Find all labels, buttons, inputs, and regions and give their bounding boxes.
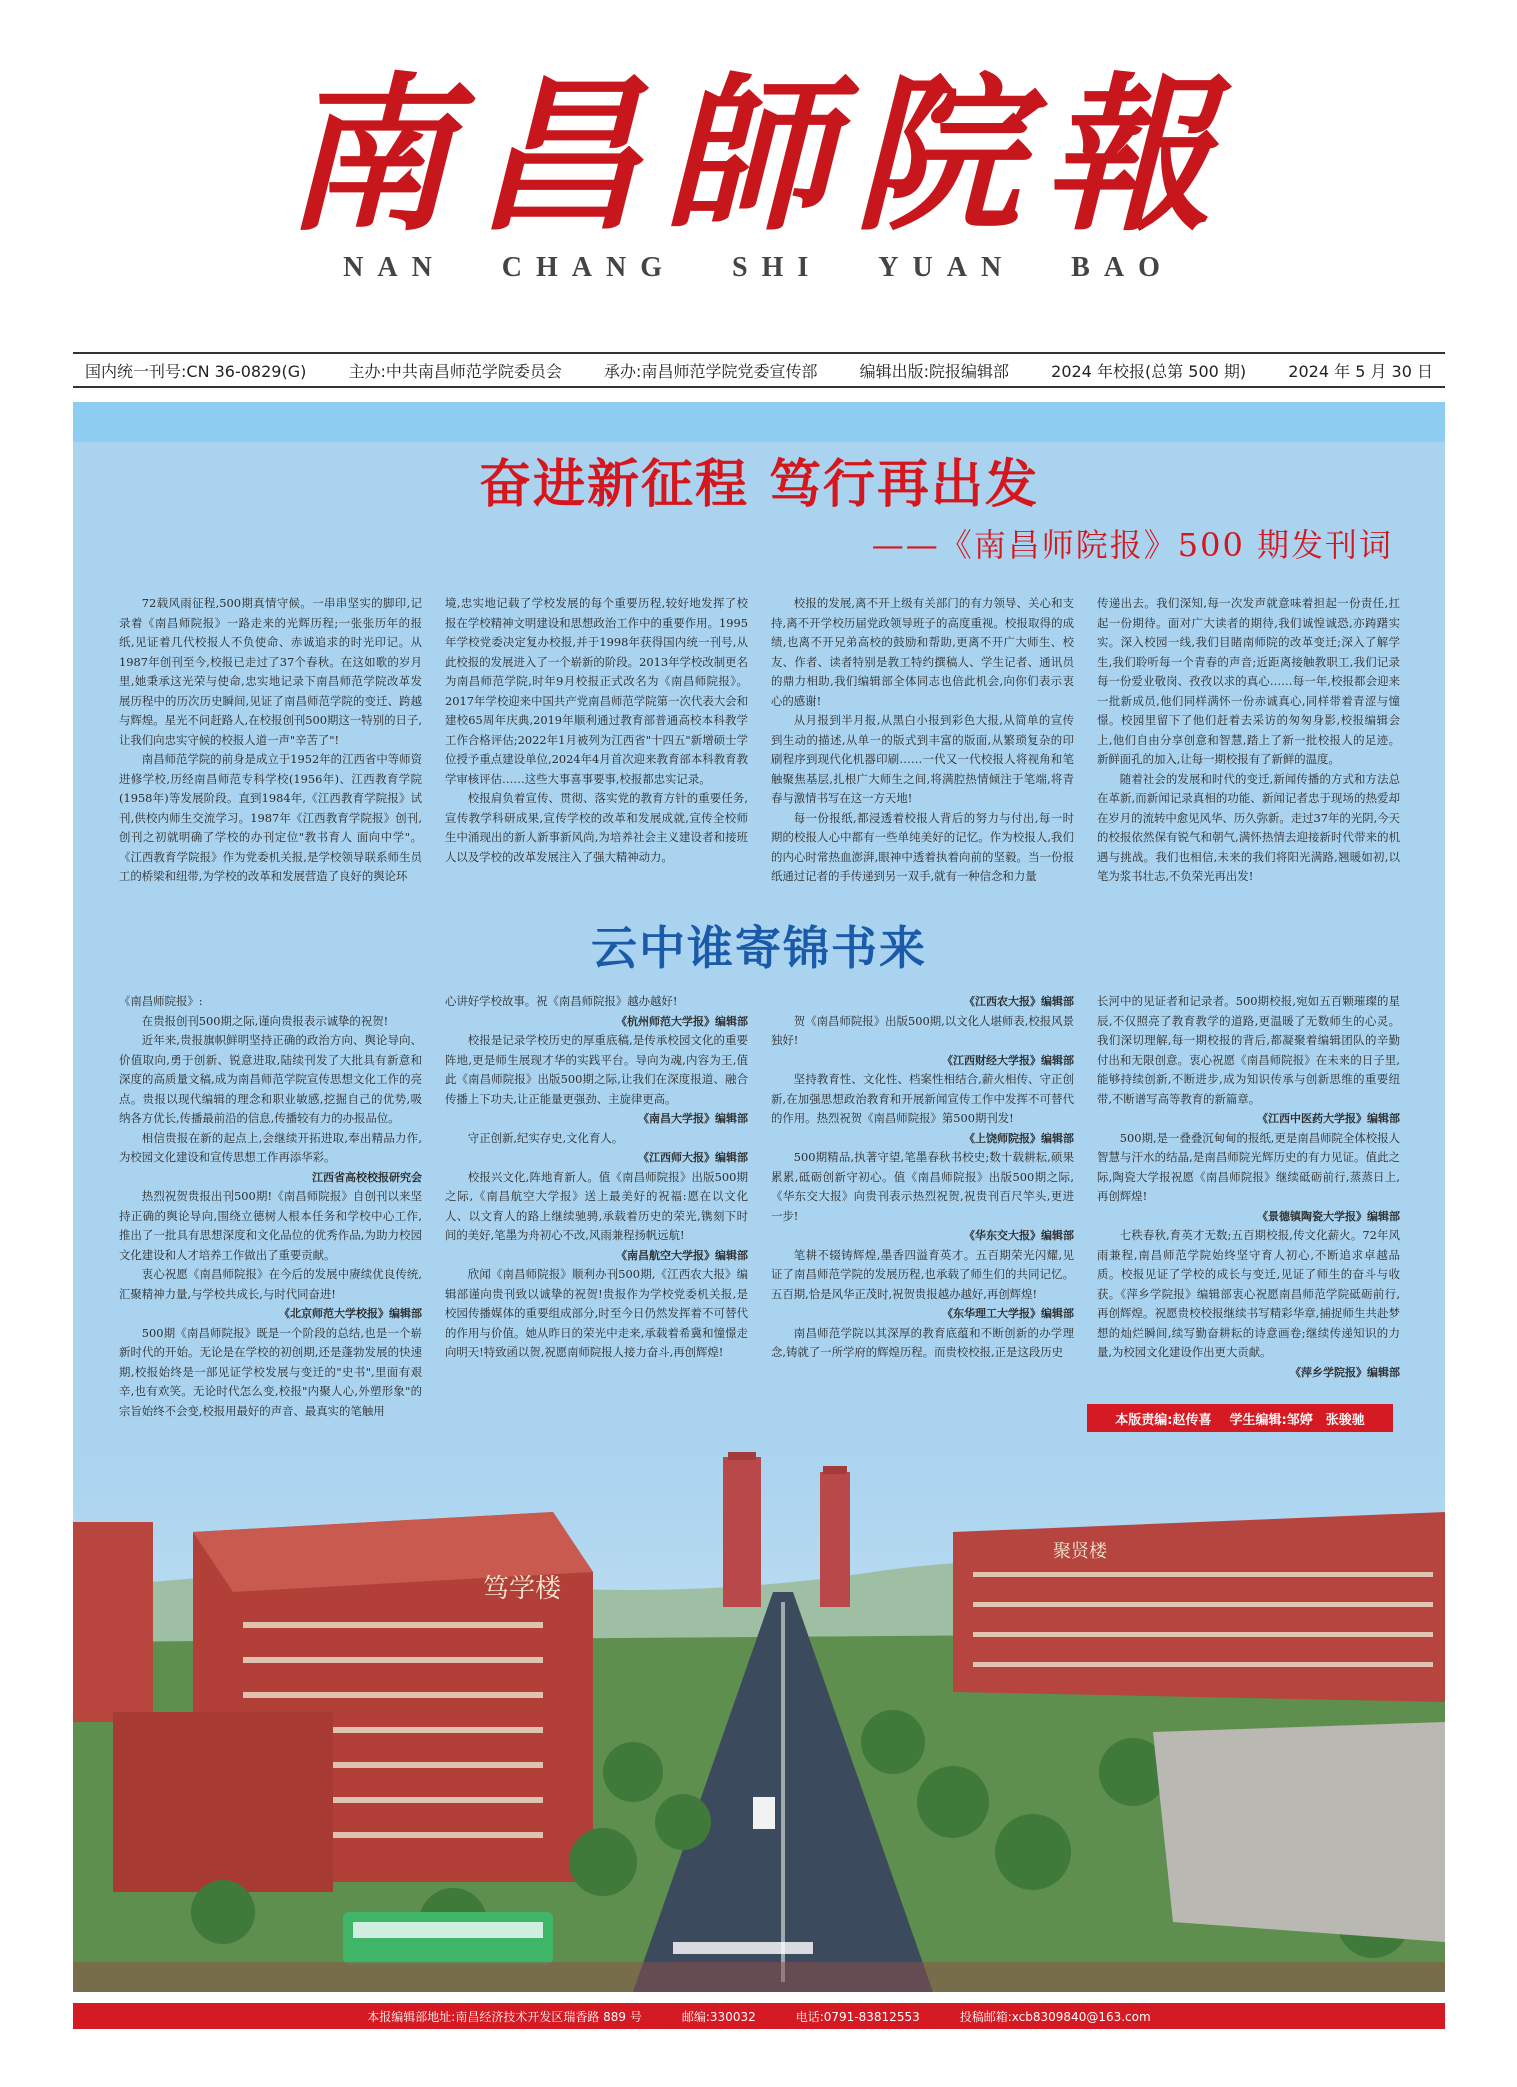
letter-signature: 《景德镇陶瓷大学报》编辑部: [1257, 1209, 1400, 1223]
page-editor: 本版责编:赵传喜: [1115, 1412, 1212, 1428]
letter-signature: 《江西财经大学报》编辑部: [942, 1053, 1074, 1067]
publisher: 编辑出版:院报编辑部: [859, 361, 1009, 381]
building-sign-left: 笃学楼: [483, 1574, 562, 1604]
footer-email: 投稿邮箱:xcb8309840@163.com: [959, 2009, 1151, 2024]
letter-signature: 《江西农大报》编辑部: [964, 995, 1074, 1008]
letter-text: 近年来,贵报旗帜鲜明坚持正确的政治方向、舆论导向、价值取向,勇于创新、锐意进取,陆续刊发了大批具有新意和深度的高质量文稿,成为南昌师范学院宣传思想文化工作的亮点。贵报以现代编辑的理念和职业敏感,挖掘自己的优势,吸纳各方优长,传播最前沿的信息,传播较有力的办报品位。: [119, 1033, 422, 1125]
building-left-lower: [113, 1712, 333, 1892]
footer-bar: [73, 2003, 1445, 2029]
letter-text: 长河中的见证者和记录者。500期校报,宛如五百颗璀璨的星辰,不仅照亮了教育教学的道路,更温暖了无数师生的心灵。我们深切理解,每一期校报的背后,都凝聚着编辑团队的辛勤付出和无限创意。衷心祝愿《南昌师院报》在未来的日子里,能够持续创新,不断进步,成为知识传承与创新思维的重要纽带,不断谱写高等教育的新篇章。: [1097, 994, 1400, 1106]
newspaper-title-pinyin: [0, 252, 1517, 284]
section-title: 云中谁寄锦书来: [591, 921, 927, 975]
letter-text: 坚持教育性、文化性、档案性相结合,薪火相传、守正创新,在加强思想政治教育和开展新闻宣传工作中发挥不可替代的作用。热烈祝贺《南昌师院报》第500期刊发!: [771, 1072, 1074, 1125]
letter-text: 在贵报创刊500期之际,谨向贵报表示诚挚的祝贺!: [141, 1013, 389, 1028]
article-paragraph: 校报肩负着宣传、贯彻、落实党的教育方针的重要任务,宣传教学科研成果,宣传学校的改革和发展成就,宣传全校师生中涌现出的新人新事新风尚,为培养社会主义建设者和接班人以及学校的改革发展注入了强大精神动力。: [445, 791, 748, 864]
building-sign-right: 聚贤楼: [1053, 1541, 1107, 1562]
publication-info-bar: [73, 352, 1445, 388]
tower-right: [820, 1472, 850, 1607]
letter-text: 笔耕不辍铸辉煌,墨香四溢育英才。五百期荣光闪耀,见证了南昌师范学院的发展历程,也承载了师生们的共同记忆。五百期,恰是风华正茂时,祝贺贵报越办越好,再创辉煌!: [771, 1247, 1074, 1301]
letter-signature: 《南昌大学报》编辑部: [638, 1112, 748, 1125]
article-column-4: [1097, 594, 1400, 899]
issue-number: 2024 年校报(总第 500 期): [1051, 361, 1247, 381]
footer-address: 本报编辑部地址:南昌经济技术开发区瑞香路 889 号: [367, 2009, 642, 2024]
letter-signature: 《北京师范大学校报》编辑部: [279, 1307, 422, 1320]
letter-text: 校报是记录学校历史的厚重底稿,是传承校园文化的重要阵地,更是师生展现才华的实践平台。导向为魂,内容为王,值此《南昌师院报》出版500期之际,让我们在深度报道、融合传播上下功夫,让正能量更强劲、主旋律更高。: [445, 1033, 748, 1106]
bus-windows: [353, 1922, 543, 1938]
footer-postcode: 邮编:330032: [681, 2009, 756, 2024]
letter-text: 贺《南昌师院报》出版500期,以文化人堪师表,校报风景独好!: [771, 1013, 1074, 1047]
tower-right-roof: [823, 1466, 847, 1474]
letter-signature: 《华东交大报》编辑部: [964, 1229, 1074, 1242]
main-panel: [73, 402, 1445, 1992]
article-paragraph: 校报的发展,离不开上级有关部门的有力领导、关心和支持,离不开学校历届党政领导班子的高度重视。校报取得的成绩,也离不开兄弟高校的鼓励和帮助,更离不开广大师生、校友、作者、读者特别是教工特约撰稿人、学生记者、通讯员的鼎力相助,我们编辑部全体同志也倍此机会,向你们表示衷心的感谢!: [771, 596, 1074, 708]
letter-signature: 《杭州师范大学报》编辑部: [616, 1014, 748, 1028]
article-paragraph: 境,忠实地记载了学校发展的每个重要历程,较好地发挥了校报在学校精神文明建设和思想政治工作中的重要作用。1995年学校党委决定复办校报,并于1998年获得国内统一刊号,从此校报的发展进入了一个崭新的阶段。2013年学校改制更名为南昌师范学院,时年9月校报正式改名为《南昌师院报》。2017年学校迎来中国共产党南昌师范学院第一次代表大会和建校65周年庆典,2019年顺利通过教育部普通高校本科教学工作合格评估;2022年1月被列为江西省"十四五"新增硕士学位授予重点建设单位,2024年4月首次迎来教育部本科教育教学审核评估……这些大事喜事要事,校报都忠实记录。: [445, 596, 748, 786]
sponsor: 主办:中共南昌师范学院委员会: [348, 361, 562, 381]
panel-top-band: [73, 402, 1445, 442]
article-column-2: [445, 594, 748, 899]
letter-text: 《南昌师院报》:: [119, 994, 203, 1008]
tower-left: [723, 1457, 761, 1607]
campus-aerial-photo: [73, 1442, 1445, 1992]
letter-signature: 《上饶师院报》编辑部: [964, 1131, 1074, 1145]
letter-signature: 《萍乡学院报》编辑部: [1290, 1365, 1400, 1379]
pinyin-word: BAO: [1071, 252, 1174, 283]
organizer: 承办:南昌师范学院党委宣传部: [604, 361, 818, 381]
letter-text: 欣闻《南昌师院报》顺利办刊500期,《江西农大报》编辑部谨向贵刊致以诚挚的祝贺!贵报作为学校党委机关报,是校园传播媒体的重要组成部分,时至今日仍然发挥着不可替代的作用与价值。她从昨日的荣光中走来,承载着希冀和憧憬走向明天!特致函以贺,祝愿南师院报人接力奋斗,再创辉煌!: [445, 1267, 748, 1359]
article-column-1: [119, 594, 422, 899]
pinyin-word: NAN: [343, 252, 446, 283]
editors-credit-box: [1087, 1404, 1393, 1432]
plaza: [1153, 1722, 1445, 1942]
crosswalk: [673, 1942, 813, 1954]
article-paragraph: 每一份报纸,都浸透着校报人背后的努力与付出,每一时期的校报人心中都有一些单纯美好的记忆。作为校报人,我们的内心时常热血澎湃,眼神中透着执着向前的坚毅。当一份报纸通过记者的手传递到另一双手,就有一种信念和力量: [771, 810, 1074, 883]
letter-text: 七秩春秋,育英才无数;五百期校报,传文化薪火。72年风雨兼程,南昌师范学院始终坚守育人初心,不断追求卓越品质。校报见证了学校的成长与变迁,见证了师生的奋斗与收获。《萍乡学院报》编辑部衷心祝愿南昌师范学院砥砺前行,再创辉煌。祝愿贵校校报继续书写精彩华章,捕捉师生共赴梦想的灿烂瞬间,续写勤奋耕耘的诗意画卷;继续传递知识的力量,为校园文化建设作出更大贡献。: [1097, 1228, 1400, 1359]
letter-text: 500期《南昌师院报》既是一个阶段的总结,也是一个崭新时代的开始。无论是在学校的初创期,还是蓬勃发展的快速期,校报始终是一部见证学校发展与变迁的"史书",里面有艰辛,也有欢笑。无论时代怎么变,校报"内聚人心,外塑形象"的宗旨始终不会变,校报用最好的声音、最真实的笔触用: [119, 1325, 422, 1418]
article-paragraph: 从月报到半月报,从黑白小报到彩色大报,从简单的宣传到生动的描述,从单一的版式到丰富的版面,从繁琐复杂的印刷程序到现代化机器印刷……一代又一代校报人将视角和笔触聚焦基层,扎根广大师生之间,将满腔热情倾注于笔端,将青春与激情书写在这一方天地!: [771, 713, 1074, 805]
letter-text: 500期精品,执著守望,笔墨春秋书校史;数十载耕耘,硕果累累,砥砺创新守初心。值《南昌师院报》出版500期之际,《华东交大报》向贵刊表示热烈祝贺,祝贵刊百尺竿头,更进一步!: [771, 1150, 1074, 1223]
building-far-left: [73, 1522, 153, 1722]
letters-column-2: [445, 992, 748, 1442]
letter-signature: 《江西师大报》编辑部: [638, 1151, 748, 1164]
letter-signature: 《江西中医药大学报》编辑部: [1257, 1112, 1400, 1125]
foreground-path: [73, 1962, 1445, 1992]
issue-date: 2024 年 5 月 30 日: [1288, 361, 1433, 381]
article-paragraph: 72载风雨征程,500期真情守候。一串串坚实的脚印,记录着《南昌师院报》一路走来的光辉历程;一张张历年的报纸,见证着几代校报人不负使命、赤诚追求的时光印记。从1987年创刊至今,校报已走过了37个春秋。在这如歌的岁月里,她秉承这光荣与使命,忠实地记录下南昌师范学院改革发展历程中的历次历史瞬间,见证了南昌师范学院的变迁、跨越与辉煌。星光不问赶路人,在校报创刊500期这一特别的日子,让我们向忠实守候的校报人道一声"辛苦了"!: [119, 596, 422, 747]
letters-column-4: [1097, 992, 1400, 1402]
letter-signature: 《东华理工大学报》编辑部: [942, 1307, 1074, 1320]
letter-text: 500期,是一叠叠沉甸甸的报纸,更是南昌师院全体校报人智慧与汗水的结晶,是南昌师院光辉历史的有力见证。值此之际,陶瓷大学报祝愿《南昌师院报》继续砥砺前行,蒸蒸日上,再创辉煌!: [1097, 1130, 1400, 1203]
student-editors: 学生编辑:邹婷 张骏驰: [1229, 1412, 1365, 1428]
letter-text: 守正创新,纪实存史,文化育人。: [467, 1130, 624, 1145]
letter-signature: 《南昌航空大学报》编辑部: [616, 1248, 748, 1262]
article-paragraph: 传递出去。我们深知,每一次发声就意味着担起一份责任,扛起一份期待。面对广大读者的期待,我们诚惶诚恐,亦踌躇实实。深入校园一线,我们目睹南师院的改革变迁;深入了解学生,我们聆听每一个青春的声音;近距离接触教职工,我们记录每一份爱业敬岗、孜孜以求的真心……每一年,校报都会迎来一批新成员,他们同样满怀一份赤诚真心,同样带着青涩与憧憬。校园里留下了他们赶着去采访的匆匆身影,校报编辑会上,他们自由分享创意和智慧,踏上了新一批校报人的足迹。新鲜面孔的加入,让每一期校报有了新鲜的温度。: [1097, 596, 1400, 766]
pinyin-word: YUAN: [878, 252, 1016, 283]
tower-left-roof: [728, 1452, 756, 1460]
article-column-3: [771, 594, 1074, 899]
letters-column-1: [119, 992, 422, 1442]
newspaper-title: 南昌師院報: [283, 56, 1234, 254]
article-paragraph: 南昌师范学院的前身是成立于1952年的江西省中等师资进修学校,历经南昌师范专科学校(1956年)、江西教育学院(1958年)等发展阶段。直到1984年,《江西教育学院报》试刊,供校内师生交流学习。1987年《江西教育学院报》创刊,创刊之初就明确了学校的办刊定位"教书育人 面向中学"。《江西教育学院报》作为党委机关报,是学校领导联系师生员工的桥梁和纽带,为学校的改革和发展营造了良好的舆论环: [119, 752, 422, 883]
subheadline: ——《南昌师院报》500 期发刊词: [871, 526, 1393, 564]
letter-text: 衷心祝愿《南昌师院报》在今后的发展中赓续优良传统,汇聚精神力量,与学校共成长,与时代同奋进!: [119, 1267, 422, 1301]
article-paragraph: 随着社会的发展和时代的变迁,新闻传播的方式和方法总在革新,而新闻记录真相的功能、新闻记者忠于现场的热爱却在岁月的流转中愈见风华、历久弥新。走过37年的光阴,今天的校报依然保有锐气和朝气,满怀热情去迎接新时代带来的机遇与挑战。我们也相信,未来的我们将阳光满路,翘暖如初,以笔为浆书壮志,不负荣光再出发!: [1097, 771, 1400, 883]
letter-signature: 江西省高校校报研究会: [312, 1170, 422, 1184]
letter-text: 南昌师范学院以其深厚的教育底蕴和不断创新的办学理念,铸就了一所学府的辉煌历程。而贵校校报,正是这段历史: [771, 1325, 1074, 1359]
pinyin-word: SHI: [732, 252, 823, 283]
issn-number: 国内统一刊号:CN 36-0829(G): [85, 361, 307, 381]
letter-text: 热烈祝贺贵报出刊500期!《南昌师院报》自创刊以来坚持正确的舆论导向,围绕立德树人根本任务和学校中心工作,推出了一批具有思想深度和文化品位的优秀作品,为助力校园文化建设和人才培养工作做出了重要贡献。: [119, 1189, 422, 1262]
letter-text: 相信贵报在新的起点上,会继续开拓进取,奉出精品力作,为校园文化建设和宣传思想工作再添华彩。: [119, 1130, 422, 1164]
masthead: [0, 56, 1517, 310]
letters-column-3: [771, 992, 1074, 1442]
headline: 奋进新征程 笃行再出发: [478, 455, 1040, 515]
pinyin-word: CHANG: [501, 252, 677, 283]
footer-phone: 电话:0791-83812553: [795, 2009, 920, 2024]
letter-text: 校报兴文化,阵地育新人。值《南昌师院报》出版500期之际,《南昌航空大学报》送上最美好的祝福:愿在以文化人、以文育人的路上继续驰骋,承载着历史的荣光,镌刻下时间的美好,笔墨为舟初心不改,风雨兼程扬帆远航!: [445, 1169, 748, 1242]
road-marking: [781, 1602, 785, 1982]
truck: [753, 1797, 775, 1829]
letter-text: 心讲好学校故事。祝《南昌师院报》越办越好!: [445, 994, 678, 1008]
